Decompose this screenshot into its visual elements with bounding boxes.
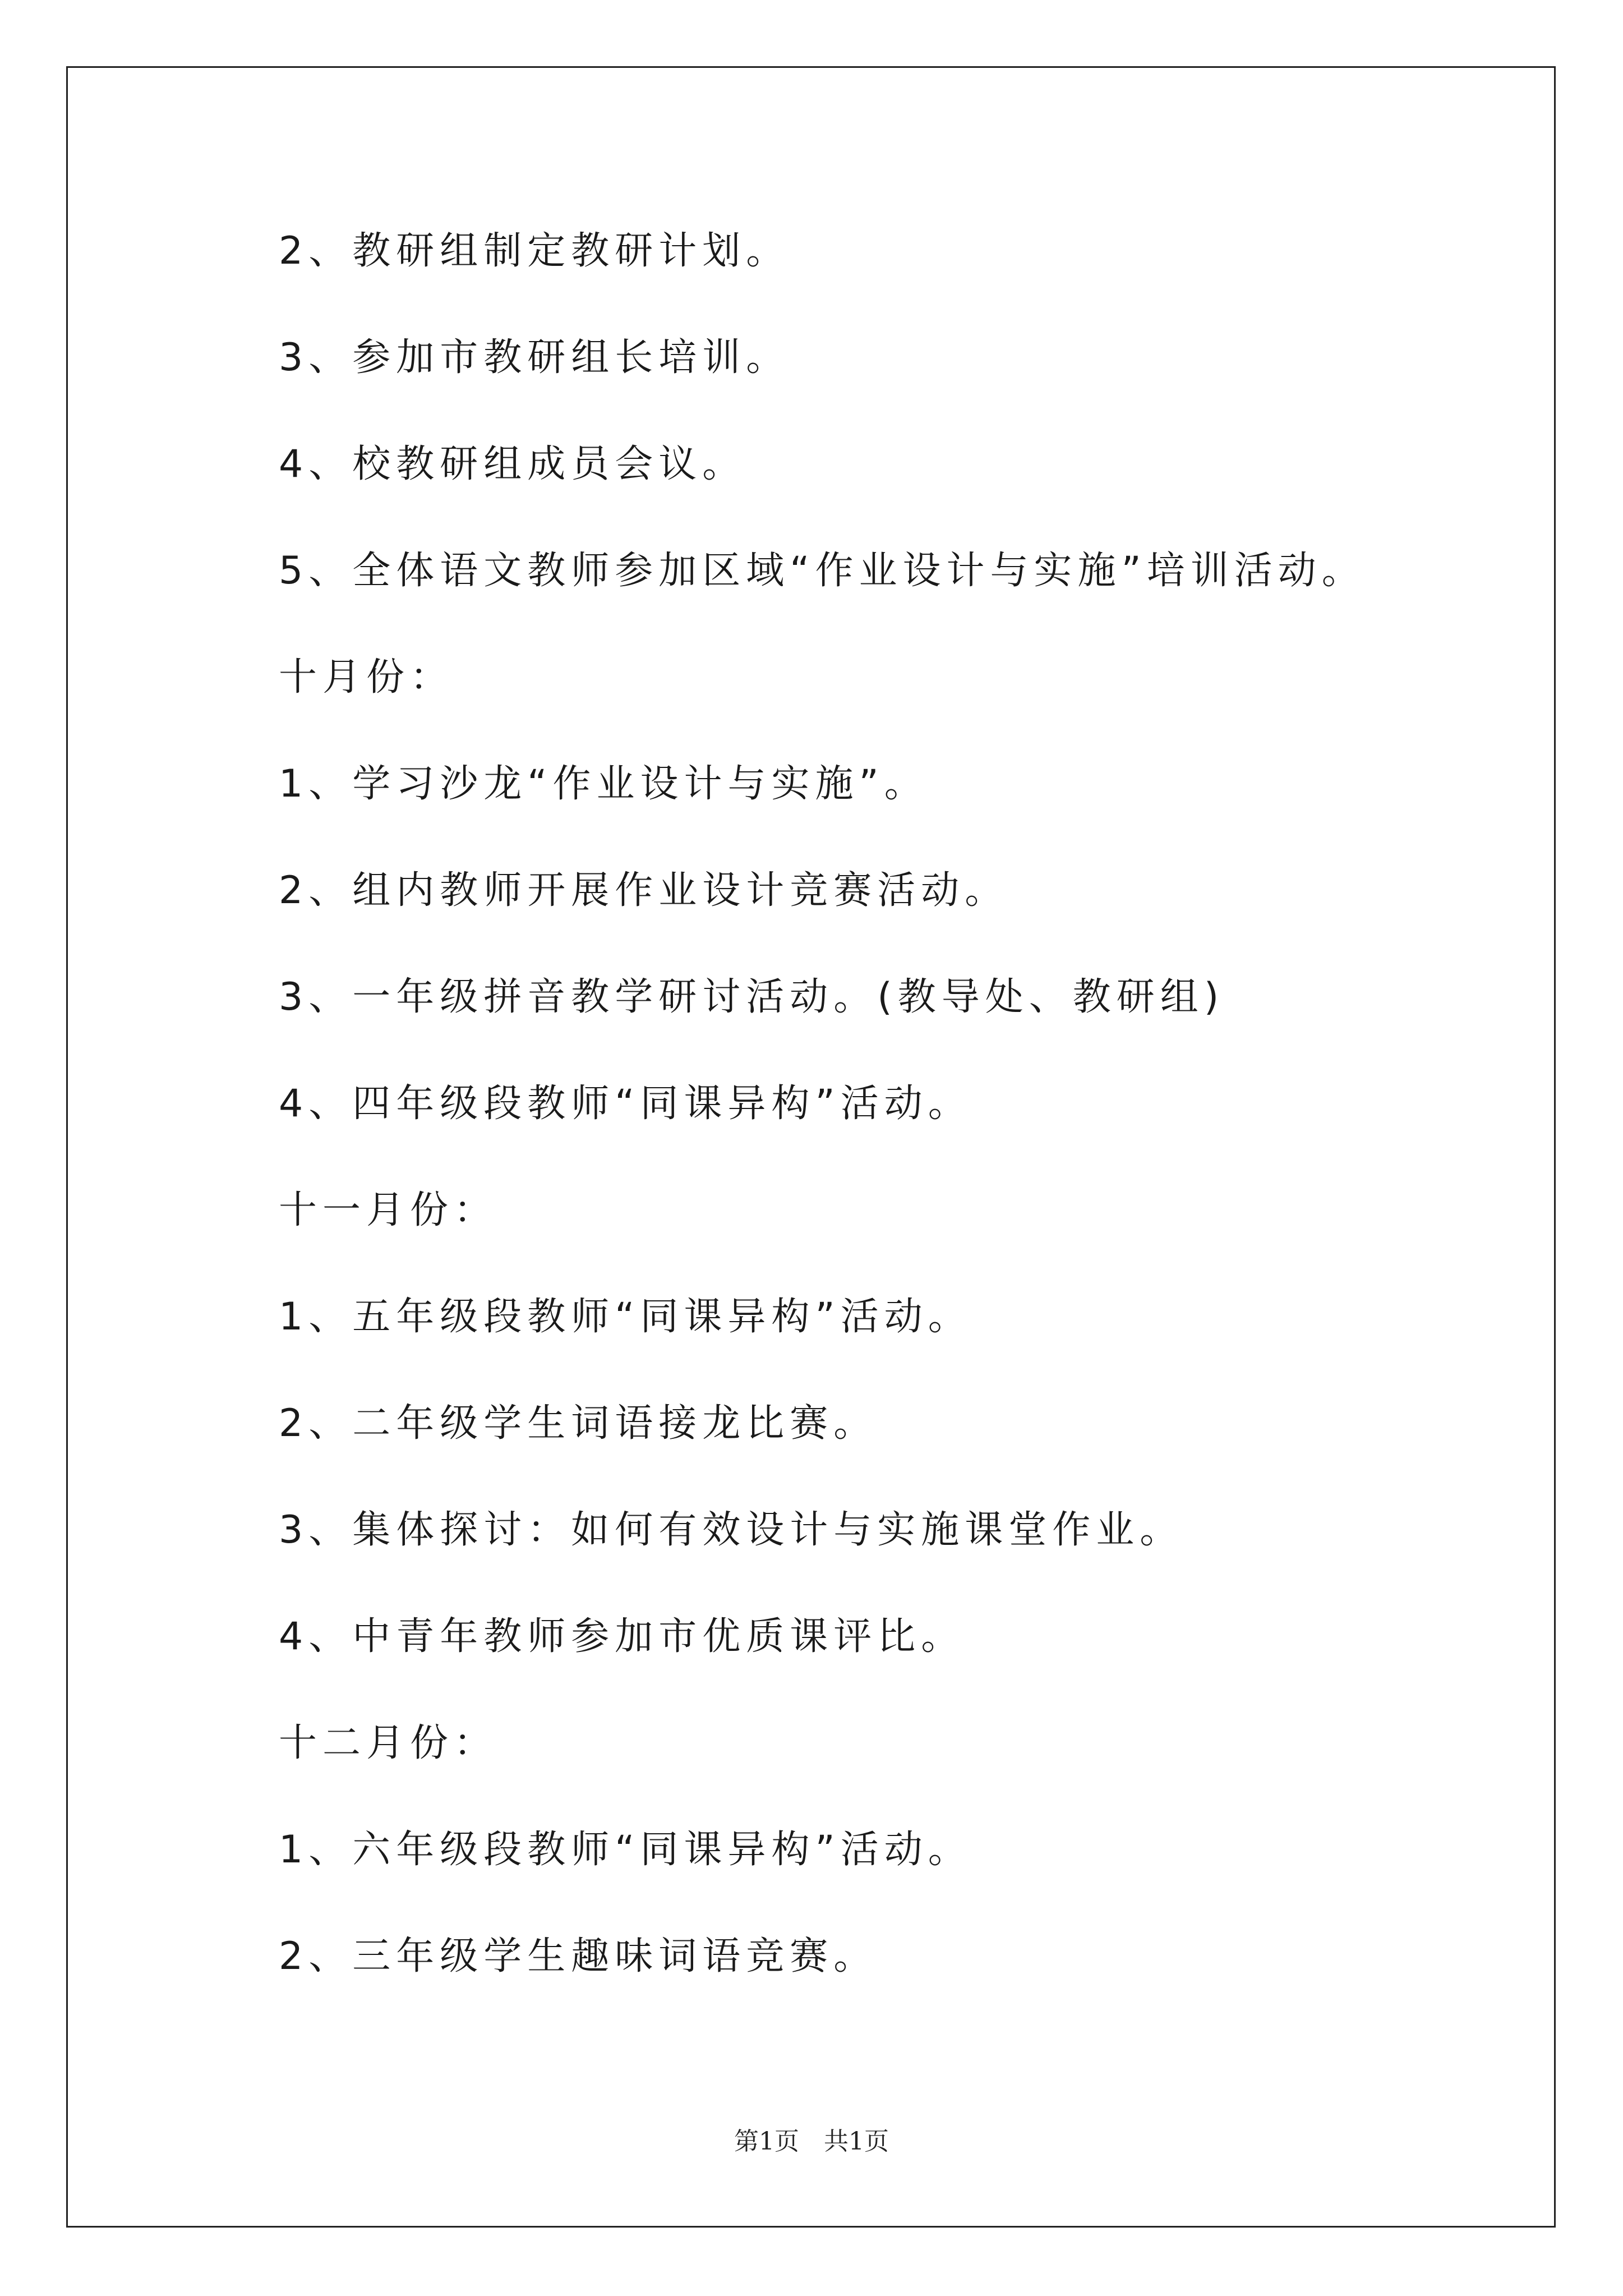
list-item: 4、校教研组成员会议。 [279,442,746,486]
list-item: 1、五年级段教师“同课异构”活动。 [279,1295,972,1339]
list-item: 1、六年级段教师“同课异构”活动。 [279,1828,972,1872]
list-item: 3、集体探讨：如何有效设计与实施课堂作业。 [279,1508,1184,1552]
section-heading: 十月份： [279,655,454,700]
section-heading: 十二月份： [279,1721,498,1765]
list-item: 4、四年级段教师“同课异构”活动。 [279,1082,972,1126]
page-number-footer: 第1页 共1页 [734,2127,889,2156]
list-item: 2、三年级学生趣味词语竞赛。 [279,1934,878,1978]
list-item: 4、中青年教师参加市优质课评比。 [279,1614,965,1659]
list-item: 3、一年级拼音教学研讨活动。(教导处、教研组) [279,975,1225,1019]
list-item: 2、组内教师开展作业设计竞赛活动。 [279,868,1009,913]
list-item: 2、教研组制定教研计划。 [279,229,790,273]
page-border [66,66,1556,2228]
section-heading: 十一月份： [279,1188,498,1232]
list-item: 2、二年级学生词语接龙比赛。 [279,1401,878,1446]
list-item: 5、全体语文教师参加区域“作业设计与实施”培训活动。 [279,549,1366,593]
list-item: 1、学习沙龙“作业设计与实施”。 [279,762,928,806]
list-item: 3、参加市教研组长培训。 [279,335,790,380]
